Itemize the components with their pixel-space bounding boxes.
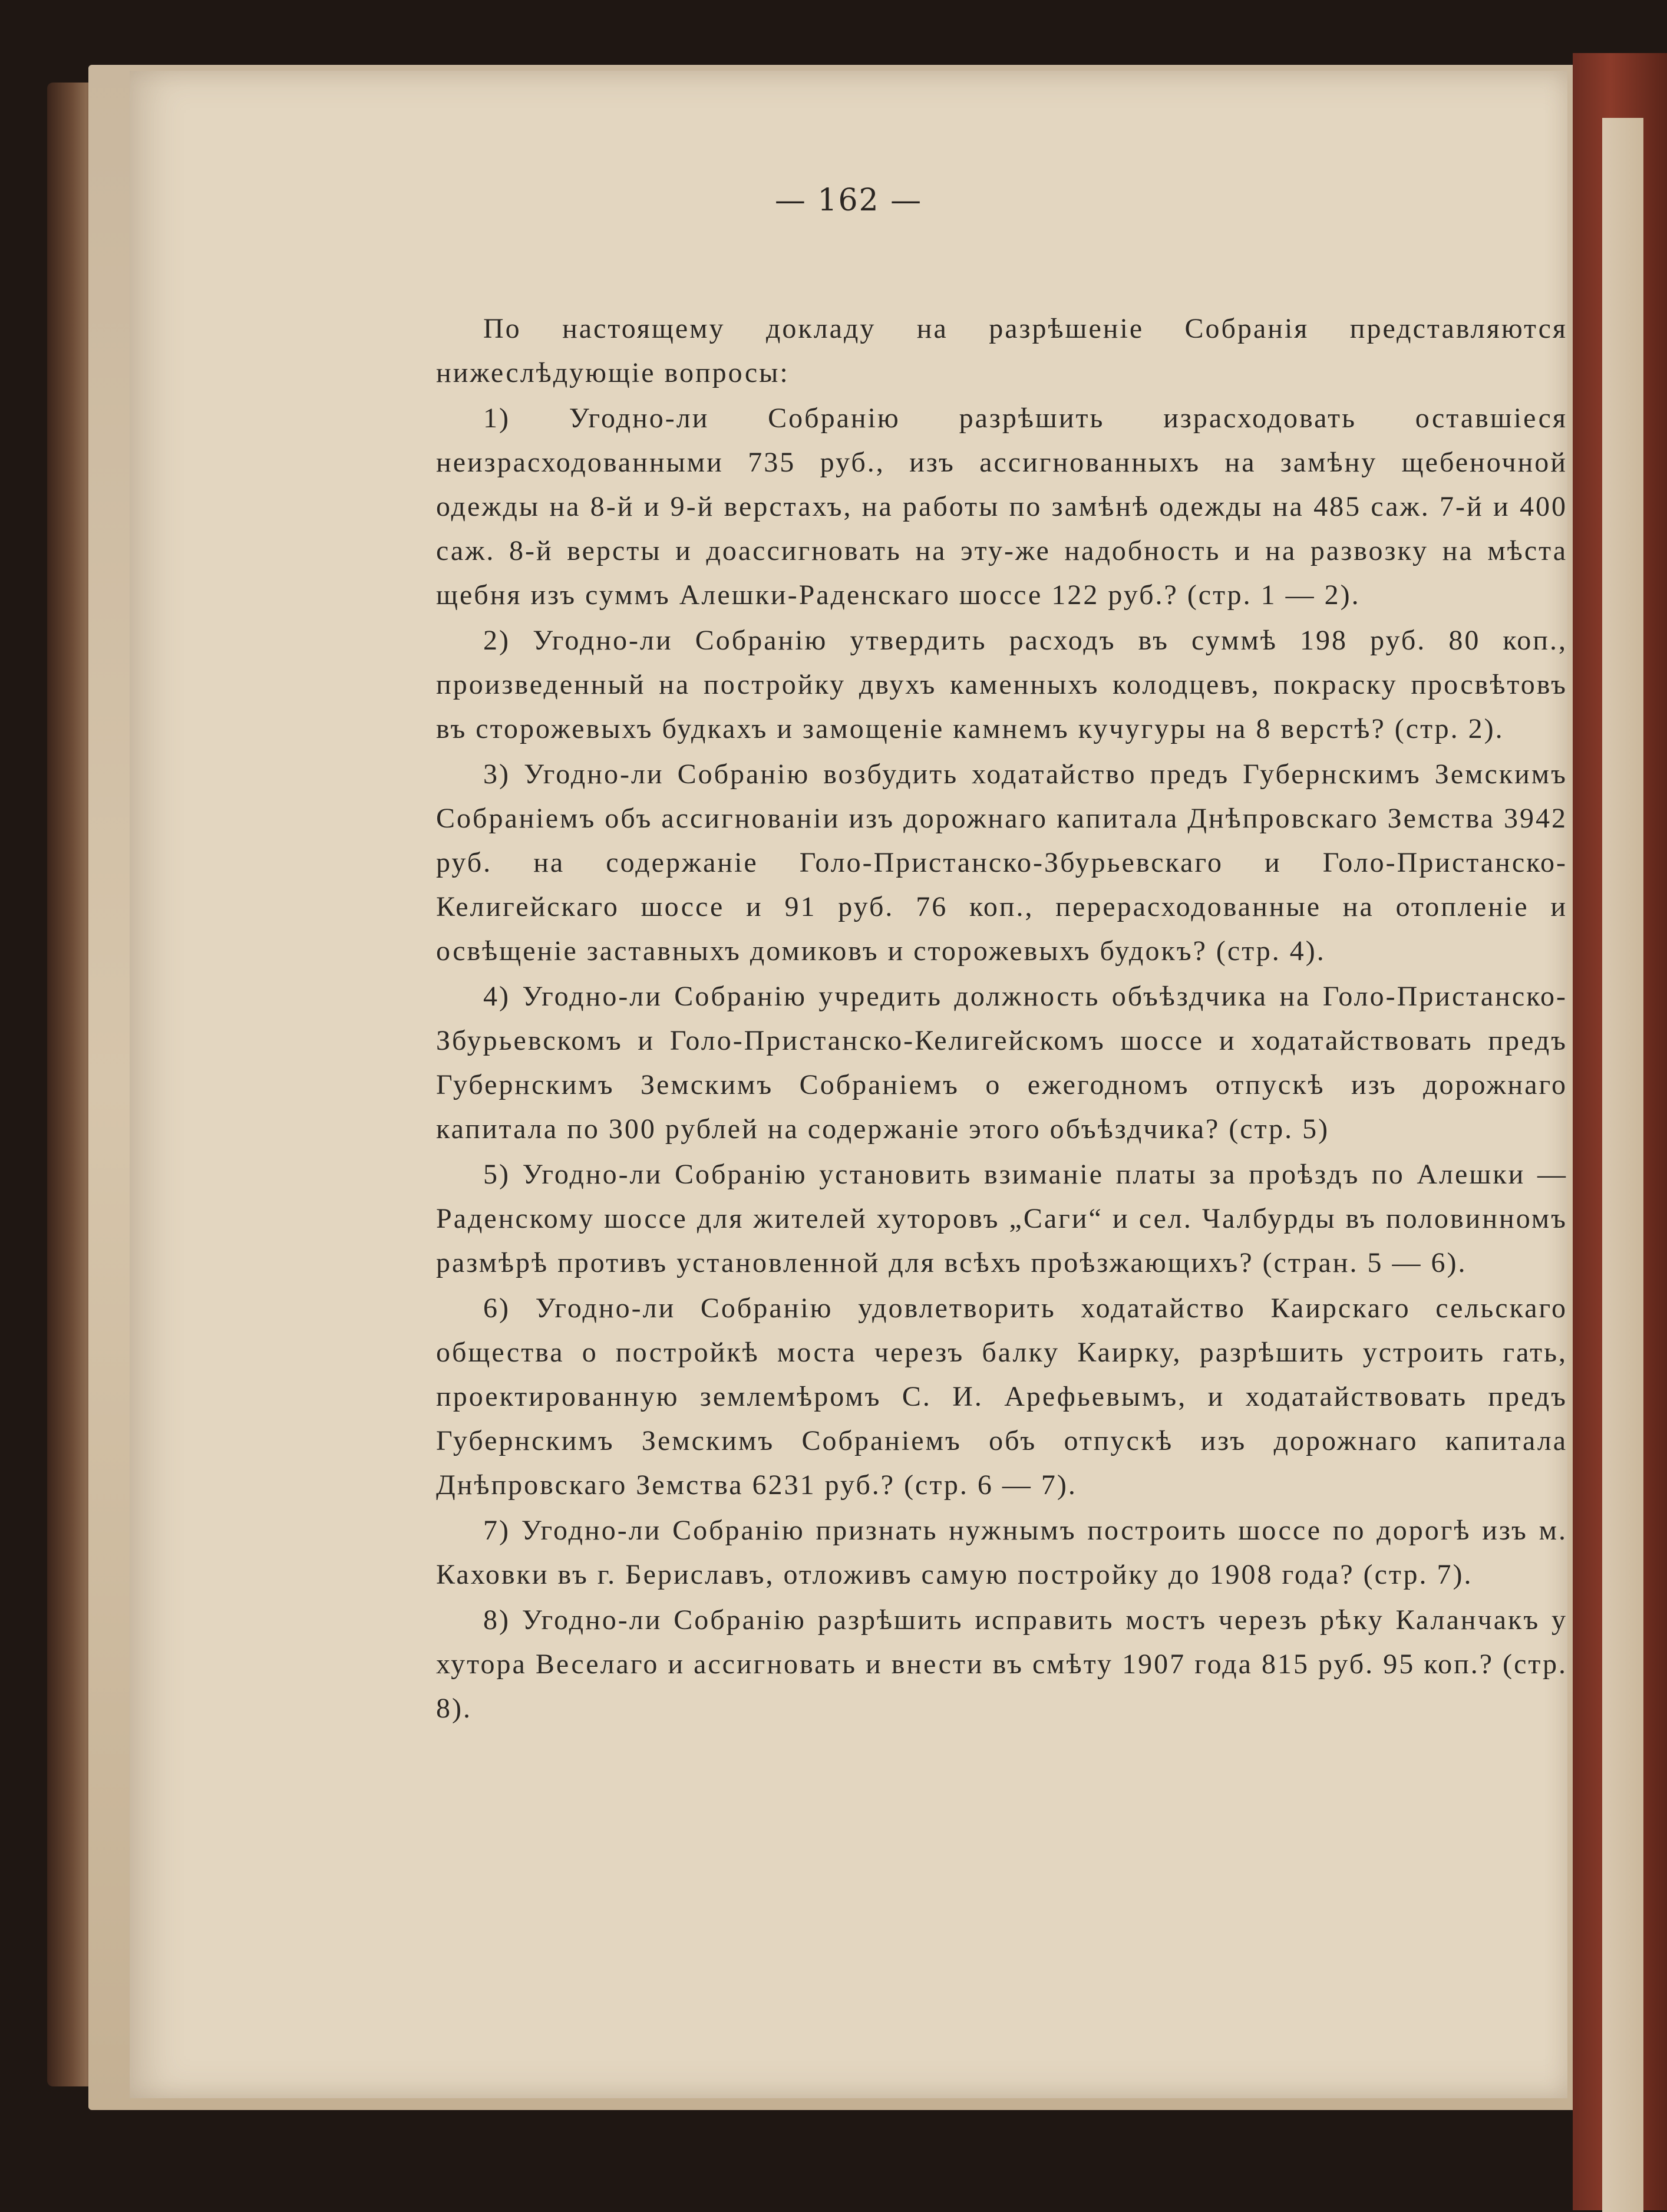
- question-item-4: 4) Угодно-ли Собранію учредить должность объѣздчика на Голо-Пристанско-Збурьевскомъ и Голо-Пристанско-Келигейскомъ шоссе и ходатайствовать предъ Губернскимъ Земскимъ Собраніемъ о ежегодномъ отпускѣ изъ дорожнаго капитала по 300 рублей на содержаніе этого объѣздчика? (стр. 5): [436, 981, 1567, 1145]
- question-item-6: 6) Угодно-ли Собранію удовлетворить ходатайство Каирскаго сельскаго общества о постройкѣ моста черезъ балку Каирку, разрѣшить устроить гать, проектированную землемѣромъ С. И. Арефьевымъ, и ходатайствовать предъ Губернскимъ Земскимъ Собраніемъ объ отпускѣ изъ дорожнаго капитала Днѣпровскаго Земства 6231 руб.? (стр. 6 — 7).: [436, 1293, 1567, 1501]
- book-page: [130, 71, 1567, 2098]
- page-text: [436, 306, 1567, 1732]
- question-item-3: 3) Угодно-ли Собранію возбудить ходатайство предъ Губернскимъ Земскимъ Собраніемъ объ ассигнованіи изъ дорожнаго капитала Днѣпровскаго Земства 3942 руб. на содержаніе Голо-Пристанско-Збурьевскаго и Голо-Пристанско-Келигейскаго шоссе и 91 руб. 76 коп., перерасходованные на отопленіе и освѣщеніе заставныхъ домиковъ и сторожевыхъ будокъ? (стр. 4).: [436, 759, 1567, 967]
- facing-page-edge: [1573, 53, 1667, 2210]
- facing-page-paper: [1602, 118, 1643, 2212]
- page-number: — 162 —: [774, 183, 923, 218]
- question-item-5: 5) Угодно-ли Собранію установить взиманіе платы за проѣздъ по Алешки — Раденскому шоссе для жителей хуторовъ „Саги“ и сел. Чалбурды въ половинномъ размѣрѣ противъ установленной для всѣхъ проѣзжающихъ? (стран. 5 — 6).: [436, 1159, 1567, 1278]
- question-item-2: 2) Угодно-ли Собранію утвердить расходъ въ суммѣ 198 руб. 80 коп., произведенный на постройку двухъ каменныхъ колодцевъ, покраску просвѣтовъ въ сторожевыхъ будкахъ и замощеніе камнемъ кучугуры на 8 верстѣ? (стр. 2).: [436, 625, 1567, 744]
- question-item-7: 7) Угодно-ли Собранію признать нужнымъ построить шоссе по дорогѣ изъ м. Каховки въ г. Бериславъ, отложивъ самую постройку до 1908 года? (стр. 7).: [436, 1515, 1567, 1590]
- question-item-1: 1) Угодно-ли Собранію разрѣшить израсходовать оставшіеся неизрасходованными 735 руб., изъ ассигнованныхъ на замѣну щебеночной одежды на 8-й и 9-й верстахъ, на работы по замѣнѣ одежды на 485 саж. 7-й и 400 саж. 8-й версты и доассигновать на эту-же надобность и на развозку на мѣста щебня изъ суммъ Алешки-Раденскаго шоссе 122 руб.? (стр. 1 — 2).: [436, 403, 1567, 611]
- question-item-8: 8) Угодно-ли Собранію разрѣшить исправить мостъ черезъ рѣку Каланчакъ у хутора Веселаго и ассигновать и внести въ смѣту 1907 года 815 руб. 95 коп.? (стр. 8).: [436, 1604, 1567, 1724]
- intro-paragraph: По настоящему докладу на разрѣшеніе Собранія представляются нижеслѣдующіе вопросы:: [436, 313, 1567, 388]
